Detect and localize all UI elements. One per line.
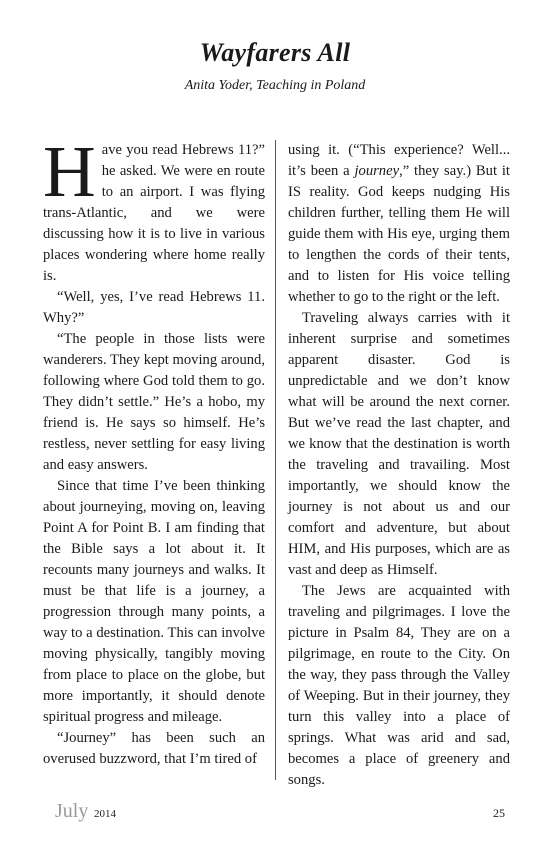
- right-column: [288, 140, 510, 791]
- drop-cap: H: [43, 131, 96, 212]
- paragraph: “Journey” has been such an overused buzzword, that I’m tired of: [43, 730, 265, 767]
- paragraph: [43, 131, 265, 287]
- paragraph: Since that time I’ve been thinking about journeying, moving on, leaving Point A for Point B. I am finding that the Bible says a lot about it. It recounts many journeys and walks. It must be that life is a journey, a progression through many points, a way to a destination. This can involve moving physically, tangibly moving from place to place on the globe, but more importantly, it should denote spiritual progress and mileage.: [43, 478, 265, 725]
- column-divider: [275, 140, 276, 780]
- left-column: [43, 131, 265, 770]
- footer-month: July: [55, 800, 89, 822]
- page-number: 25: [493, 806, 505, 820]
- paragraph: “Well, yes, I’ve read Hebrews 11. Why?”: [43, 289, 265, 326]
- paragraph: “The people in those lists were wanderers. They kept moving around, following where God told them to go. They didn’t settle.” He’s a hobo, my friend is. He says so himself. He’s restless, never settling for easy living and easy answers.: [43, 331, 265, 473]
- footer-year: 2014: [94, 808, 116, 820]
- article-byline: Anita Yoder, Teaching in Poland: [184, 78, 366, 93]
- paragraph-text: ave you read Hebrews 11?” he asked. We were en route to an airport. I was flying trans-Atlantic, and we were discussing how it is to live in various places wondering where home really is.: [43, 142, 265, 284]
- emphasis-text: journey: [354, 163, 400, 179]
- article-title: Wayfarers All: [199, 38, 351, 67]
- paragraph-text: using it. (“This experience? Well... it’s been a: [288, 142, 510, 179]
- paragraph-text: ,” they say.) But it IS reality. God keeps nudging His children further, telling them He will guide them with His eye, urging them to lengthen the cords of their tents, and to listen for His voice telling whether to go to the right or the left.: [288, 163, 510, 305]
- paragraph: Traveling always carries with it inherent surprise and sometimes apparent disaster. God is unpredictable and we don’t know what will be around the next corner. But we’ve read the last chapter, and we know that the destination is worth the traveling and travailing. Most importantly, we should know the journey is not about us and our comfort and adventure, but about HIM, and His purposes, which are as vast and deep as Himself.: [288, 310, 510, 578]
- paragraph: [288, 140, 510, 308]
- paragraph: The Jews are acquainted with traveling and pilgrimages. I love the picture in Psalm 84, They are on a pilgrimage, en route to the City. On the way, they pass through the Valley of Weeping. But in their journey, they turn this valley into a place of springs. What was arid and sad, becomes a place of greenery and songs.: [288, 583, 510, 788]
